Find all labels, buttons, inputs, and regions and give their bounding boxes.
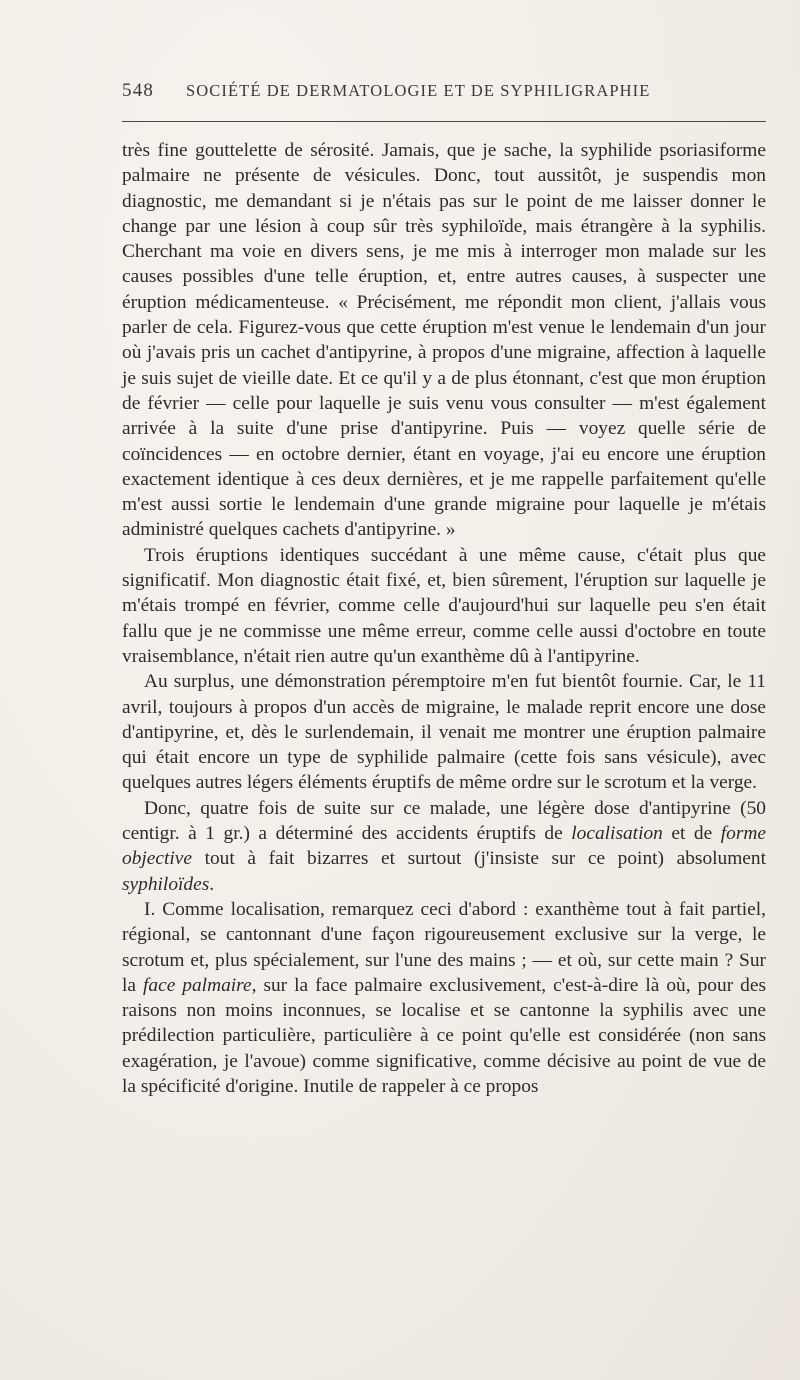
paragraph-4-text-b: et de: [662, 823, 721, 845]
paragraph-2: Trois éruptions identiques succédant à une même cause, c'était plus que significatif. Mon diagnostic était fixé, et, bien sûrement, l'éruption sur laquelle je m'étais trompé en février, comme celle d'aujourd'hui sur laquelle peu s'en était fallu que je ne commisse une même erreur, comme celle aussi d'octobre en toute vraisemblance, n'était rien autre qu'un exanthème dû à l'antipyrine.: [122, 544, 766, 667]
body-text: [122, 138, 766, 1099]
paragraph-4-text-d: .: [209, 873, 215, 895]
paragraph-4-italic-syphiloides: syphiloïdes: [122, 873, 210, 895]
paragraph-5-text-b: , sur la face palmaire exclusivement, c'est-à-dire là où, pour des raisons non moins inconnues, se localise et se cantonne la syphilis avec une prédilection particulière, particulière à ce point qu'elle est considérée (non sans exagération, je l'avoue) comme significative, comme décisive au point de vue de la spécificité d'origine. Inutile de rappeler à ce propos: [122, 974, 766, 1097]
paragraph-4: [122, 796, 766, 897]
paragraph-4-text-a: Donc, quatre fois de suite sur ce malade, une légère dose d'antipyrine (50 centigr. à 1 gr.) a déterminé des accidents éruptifs de: [122, 797, 766, 845]
paragraph-5: [122, 897, 766, 1099]
header-rule: [122, 121, 766, 122]
page-number: 548: [122, 80, 155, 101]
paragraph-3: Au surplus, une démonstration péremptoire m'en fut bientôt fournie. Car, le 11 avril, toujours à propos d'un accès de migraine, le malade reprit encore une dose d'antipyrine, et, dès le surlendemain, il venait me montrer une éruption palmaire qui était encore un type de syphilide palmaire (cette fois sans vésicule), avec quelques autres légers éléments éruptifs de même ordre sur le scrotum et la verge.: [122, 671, 766, 794]
paragraph-4-text-c: tout à fait bizarres et surtout (j'insiste sur ce point) absolument: [191, 848, 766, 870]
page-header: [122, 80, 766, 110]
paragraph-4-italic-localisation: localisation: [571, 823, 663, 845]
paragraph-5-text-a: I. Comme localisation, remarquez ceci d'abord : exanthème tout à fait partiel, régional, se cantonnant d'une façon rigoureusement exclusive sur la verge, le scrotum et, plus spécialement, sur l'une des mains ; — et où, sur cette main ? Sur la: [122, 898, 766, 996]
running-title: SOCIÉTÉ DE DERMATOLOGIE ET DE SYPHILIGRAPHIE: [186, 81, 651, 100]
paragraph-5-italic-face-palmaire: face palmaire: [143, 974, 252, 996]
paragraph-1: très fine gouttelette de sérosité. Jamais, que je sache, la syphilide psoriasiforme palmaire ne présente de vésicules. Donc, tout aussitôt, je suspendis mon diagnostic, me demandant si je n'étais pas sur le point de me laisser donner le change par une lésion à coup sûr très syphiloïde, mais étrangère à la syphilis. Cherchant ma voie en divers sens, je me mis à interroger mon malade sur les causes possibles d'une telle éruption, et, entre autres causes, à suspecter une éruption médicamenteuse. « Précisément, me répondit mon client, j'allais vous parler de cela. Figurez-vous que cette éruption m'est venue le lendemain d'un jour où j'avais pris un cachet d'antipyrine, à propos d'une migraine, affection à laquelle je suis sujet de vieille date. Et ce qu'il y a de plus étonnant, c'est que mon éruption de février — celle pour laquelle je suis venu vous consulter — m'est également arrivée à la suite d'une prise d'antipyrine. Puis — voyez quelle série de coïncidences — en octobre dernier, étant en voyage, j'ai eu encore une éruption exactement identique à ces deux dernières, et je me rappelle parfaitement qu'elle m'est aussi sortie le lendemain d'une grande migraine pour laquelle je m'étais administré quelques cachets d'antipyrine. »: [122, 140, 766, 541]
paragraph-4-italic-forme: forme objective: [122, 823, 766, 870]
